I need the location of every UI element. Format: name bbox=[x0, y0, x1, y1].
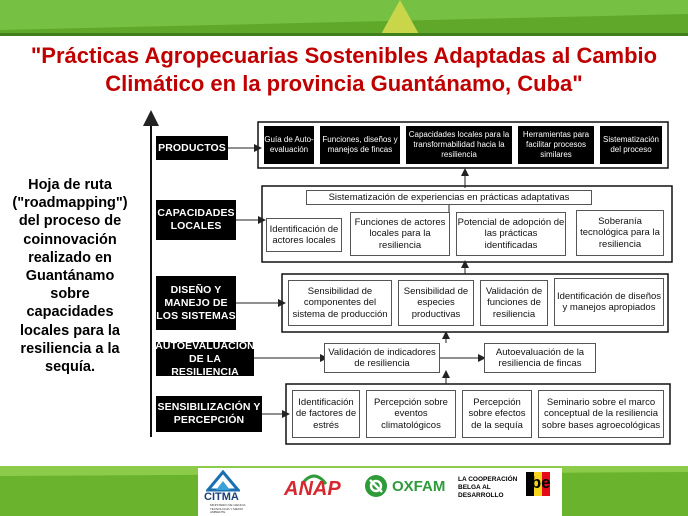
level-label-autoevaluacion: AUTOEVALUACIÓN DE LA RESILIENCIA bbox=[155, 339, 255, 378]
anap-logo-text: ANAP bbox=[284, 478, 341, 500]
product-node: Funciones, diseños y manejos de fincas bbox=[320, 126, 400, 164]
product-node: Herramientas para facilitar procesos similares bbox=[518, 126, 594, 164]
product-node: Guía de Auto-evaluación bbox=[264, 126, 314, 164]
sensibilizacion-node: Seminario sobre el marco conceptual de la resiliencia sobre bases agroecológicas bbox=[538, 390, 664, 438]
belga-logo-text: LA COOPERACIÓN BELGA AL DESARROLLO bbox=[458, 476, 518, 499]
diseno-node: Identificación de diseños y manejos apropiados bbox=[554, 278, 664, 326]
oxfam-logo-icon bbox=[364, 474, 388, 498]
oxfam-logo-text: OXFAM bbox=[392, 478, 446, 495]
roadmap-description: Hoja de ruta ("roadmapping") del proceso de coinnovación realizado en Guantánamo sobre capacidades locales para la resiliencia a la sequía. bbox=[12, 177, 128, 376]
product-node: Capacidades locales para la transformabilidad hacia la resiliencia bbox=[406, 126, 512, 164]
capacidades-node: Soberanía tecnológica para la resiliencia bbox=[576, 210, 664, 256]
level-label-sensibilizacion: SENSIBILIZACIÓN Y PERCEPCIÓN bbox=[156, 396, 262, 432]
sensibilizacion-node: Percepción sobre eventos climatológicos bbox=[366, 390, 456, 438]
product-node: Sistematización del proceso bbox=[600, 126, 662, 164]
capacidades-header-node: Sistematización de experiencias en prácticas adaptativas bbox=[306, 190, 592, 205]
capacidades-node: Funciones de actores locales para la resiliencia bbox=[350, 212, 450, 256]
capacidades-node: Potencial de adopción de las prácticas identificadas bbox=[456, 212, 566, 256]
autoevaluacion-node: Validación de indicadores de resiliencia bbox=[324, 343, 440, 373]
partner-logos bbox=[0, 466, 688, 516]
sensibilizacion-node: Identificación de factores de estrés bbox=[292, 390, 360, 438]
sensibilizacion-node: Percepción sobre efectos de la sequía bbox=[462, 390, 532, 438]
be-logo-text: .be bbox=[526, 473, 551, 492]
level-label-productos: PRODUCTOS bbox=[156, 136, 228, 160]
diseno-node: Validación de funciones de resiliencia bbox=[480, 280, 548, 326]
level-label-capacidades: CAPACIDADES LOCALES bbox=[156, 200, 236, 240]
autoevaluacion-node: Autoevaluación de la resiliencia de fincas bbox=[484, 343, 596, 373]
citma-logo-text: CITMA bbox=[204, 491, 239, 503]
diseno-node: Sensibilidad de especies productivas bbox=[398, 280, 474, 326]
diseno-node: Sensibilidad de componentes del sistema de producción bbox=[288, 280, 392, 326]
level-label-diseno: DISEÑO Y MANEJO DE LOS SISTEMAS bbox=[156, 276, 236, 330]
capacidades-node: Identificación de actores locales bbox=[266, 218, 342, 252]
citma-logo-subtext: MINISTERIO DE CIENCIA TECNOLOGÍA Y MEDIO AMBIENTE bbox=[210, 503, 246, 514]
slide-title: "Prácticas Agropecuarias Sostenibles Adaptadas al Cambio Climático en la provincia Guantánamo, Cuba" bbox=[30, 43, 658, 96]
citma-logo-icon bbox=[206, 470, 240, 492]
